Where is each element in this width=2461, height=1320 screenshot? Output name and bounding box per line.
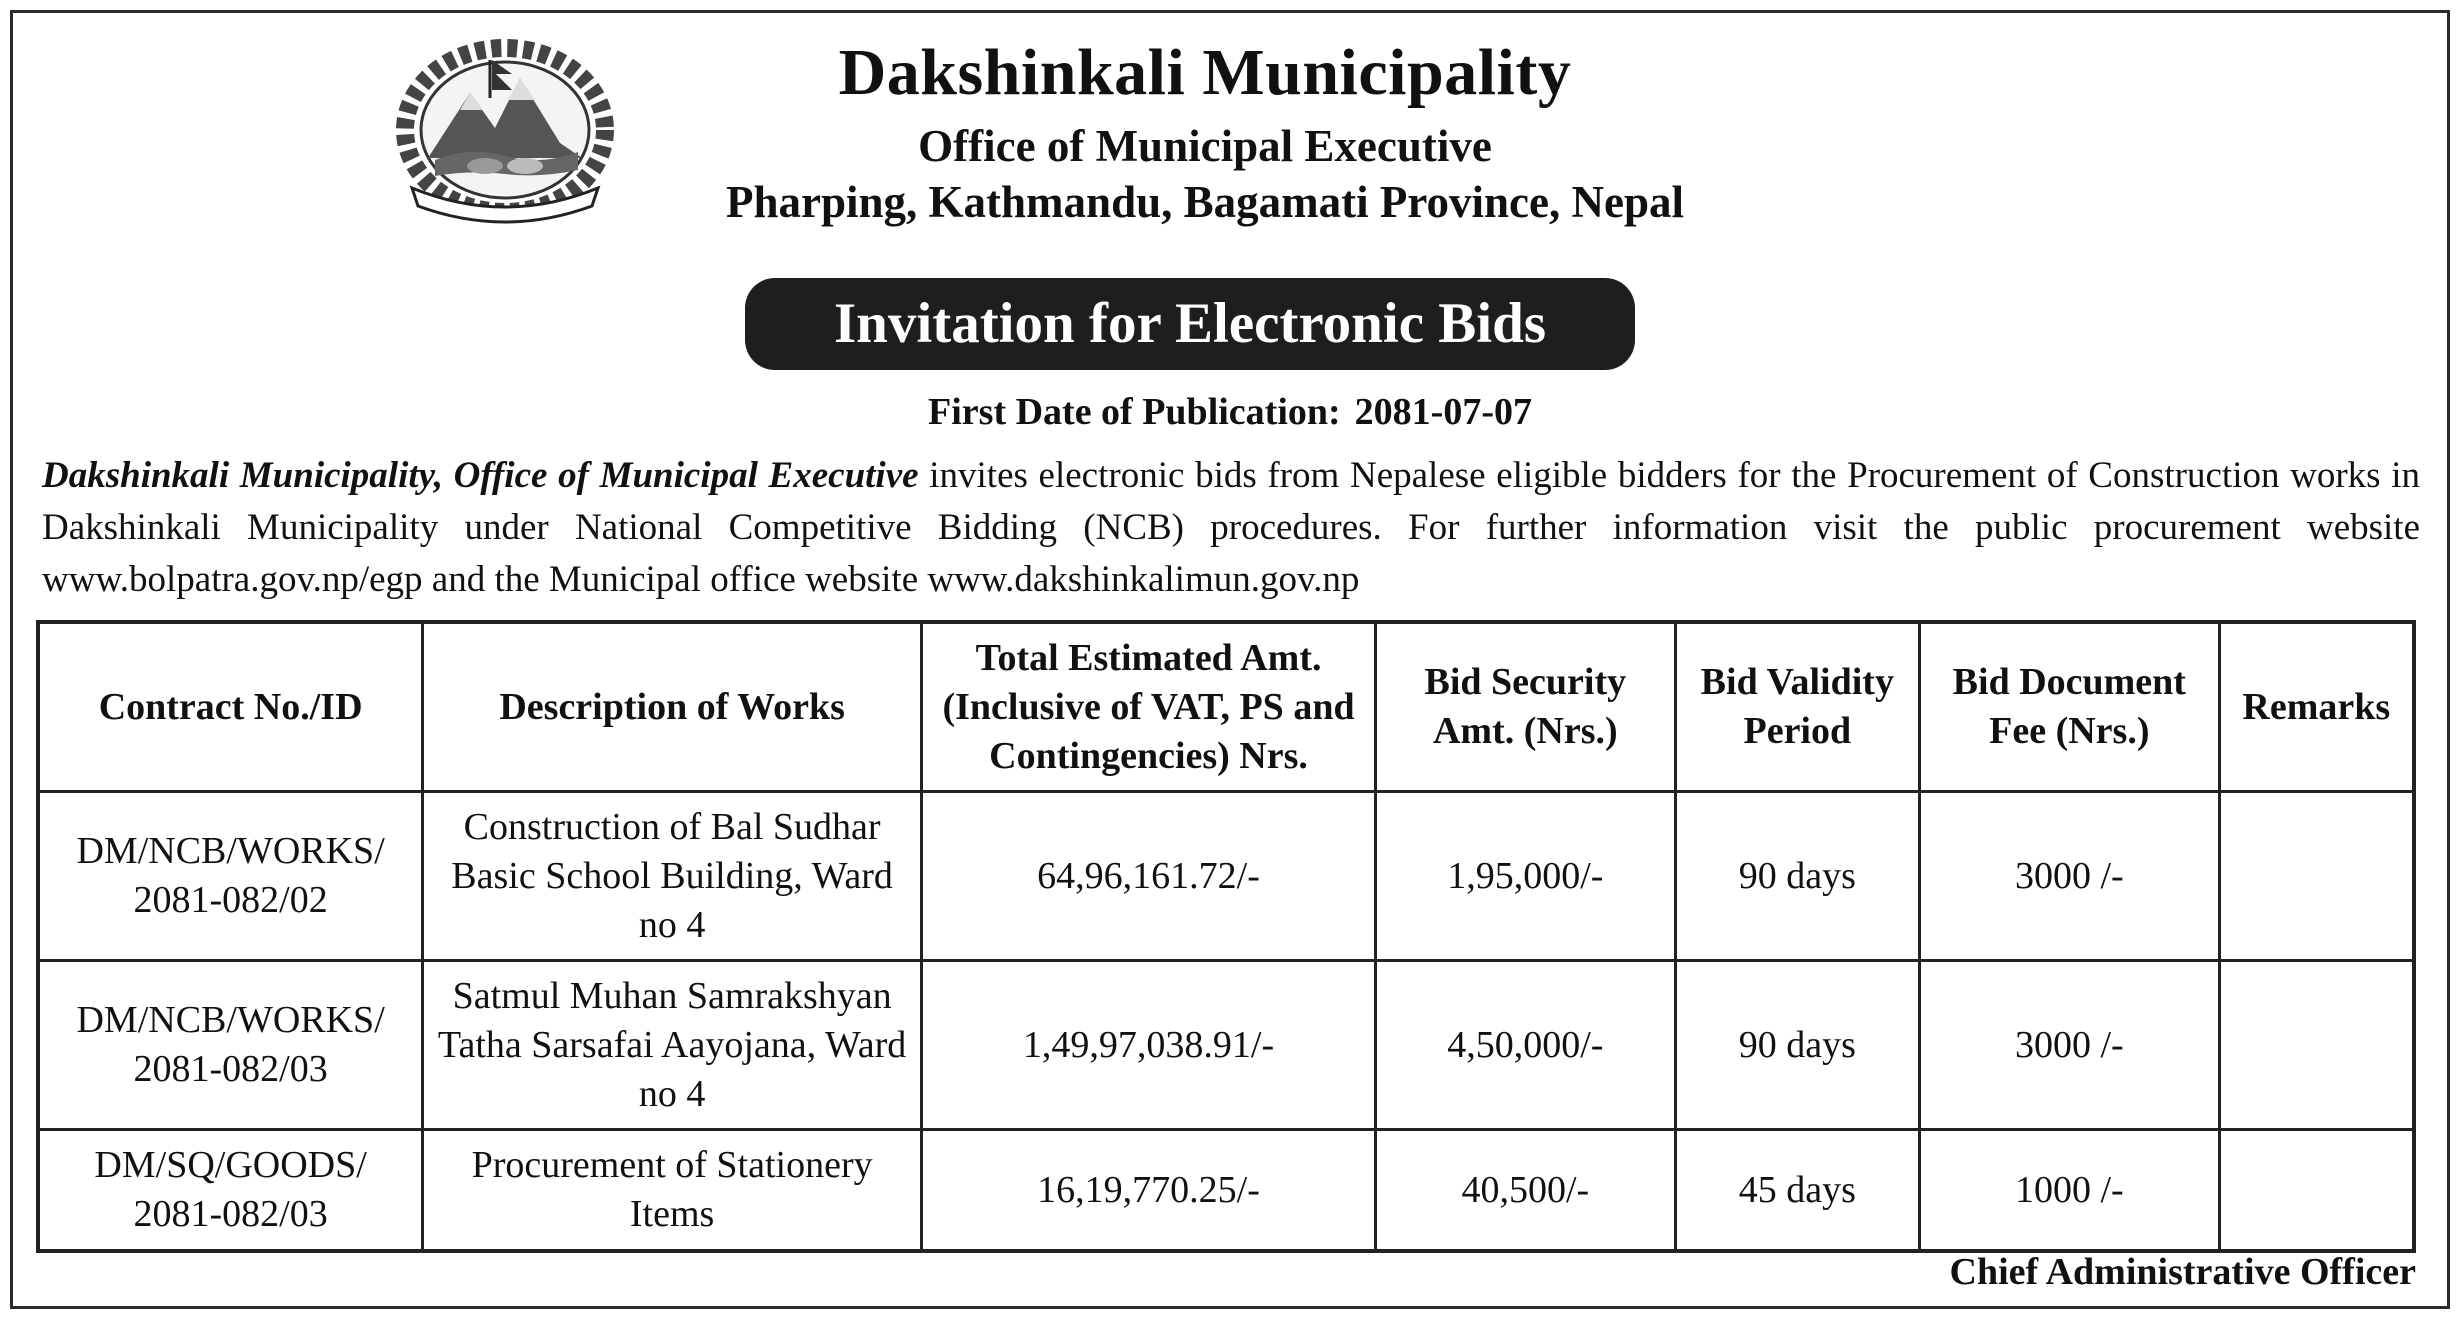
header-security: Bid Security Amt. (Nrs.) [1376,622,1675,792]
estimated-amount: 64,96,161.72/- [921,792,1375,961]
header-validity: Bid Validity Period [1675,622,1920,792]
table-row [38,1130,2414,1252]
signature-line: Chief Administrative Officer [1949,1251,2416,1293]
bid-validity: 45 days [1675,1130,1920,1252]
intro-paragraph [42,450,2420,606]
table-row [38,792,2414,961]
office-subtitle: Office of Municipal Executive [918,120,1492,171]
remarks [2219,792,2414,961]
remarks [2219,961,2414,1130]
contract-id: DM/NCB/WORKS/ 2081-082/02 [38,792,423,961]
publication-date: 2081-07-07 [1354,391,1532,433]
header-amount: Total Estimated Amt. (Inclusive of VAT, PS and Contingencies) Nrs. [921,622,1375,792]
table-row [38,961,2414,1130]
bid-security: 40,500/- [1376,1130,1675,1252]
publication-date-line [0,390,2460,434]
header-fee: Bid Document Fee (Nrs.) [1920,622,2219,792]
table-header-row [38,622,2414,792]
bid-validity: 90 days [1675,961,1920,1130]
bid-security: 1,95,000/- [1376,792,1675,961]
document-fee: 3000 /- [1920,792,2219,961]
notice-header [0,36,2410,230]
estimated-amount: 16,19,770.25/- [921,1130,1375,1252]
document-fee: 3000 /- [1920,961,2219,1130]
intro-lead: Dakshinkali Municipality, Office of Municipal Executive [42,455,919,496]
publication-label: First Date of Publication: [928,391,1341,433]
estimated-amount: 1,49,97,038.91/- [921,961,1375,1130]
notice-banner: Invitation for Electronic Bids [745,278,1635,370]
header-remarks: Remarks [2219,622,2414,792]
work-description: Satmul Muhan Samrakshyan Tatha Sarsafai Aayojana, Ward no 4 [423,961,922,1130]
header-contract: Contract No./ID [38,622,423,792]
work-description: Procurement of Stationery Items [423,1130,922,1252]
contract-id: DM/NCB/WORKS/ 2081-082/03 [38,961,423,1130]
bid-security: 4,50,000/- [1376,961,1675,1130]
bid-table [36,620,2416,1253]
intro-body: invites electronic bids from Nepalese eligible bidders for the Procurement of Construction works in Dakshinkali Municipality under National Competitive Bidding (NCB) procedures. For further information visit the public procurement website www.bolpatra.gov.np/egp and the Municipal office website www.dakshinkalimun.gov.np [42,455,2421,600]
header-description: Description of Works [423,622,922,792]
document-fee: 1000 /- [1920,1130,2219,1252]
municipality-title: Dakshinkali Municipality [838,36,1572,109]
work-description: Construction of Bal Sudhar Basic School Building, Ward no 4 [423,792,922,961]
bid-validity: 90 days [1675,792,1920,961]
remarks [2219,1130,2414,1252]
contract-id: DM/SQ/GOODS/ 2081-082/03 [38,1130,423,1252]
office-address: Pharping, Kathmandu, Bagamati Province, Nepal [726,177,1684,228]
